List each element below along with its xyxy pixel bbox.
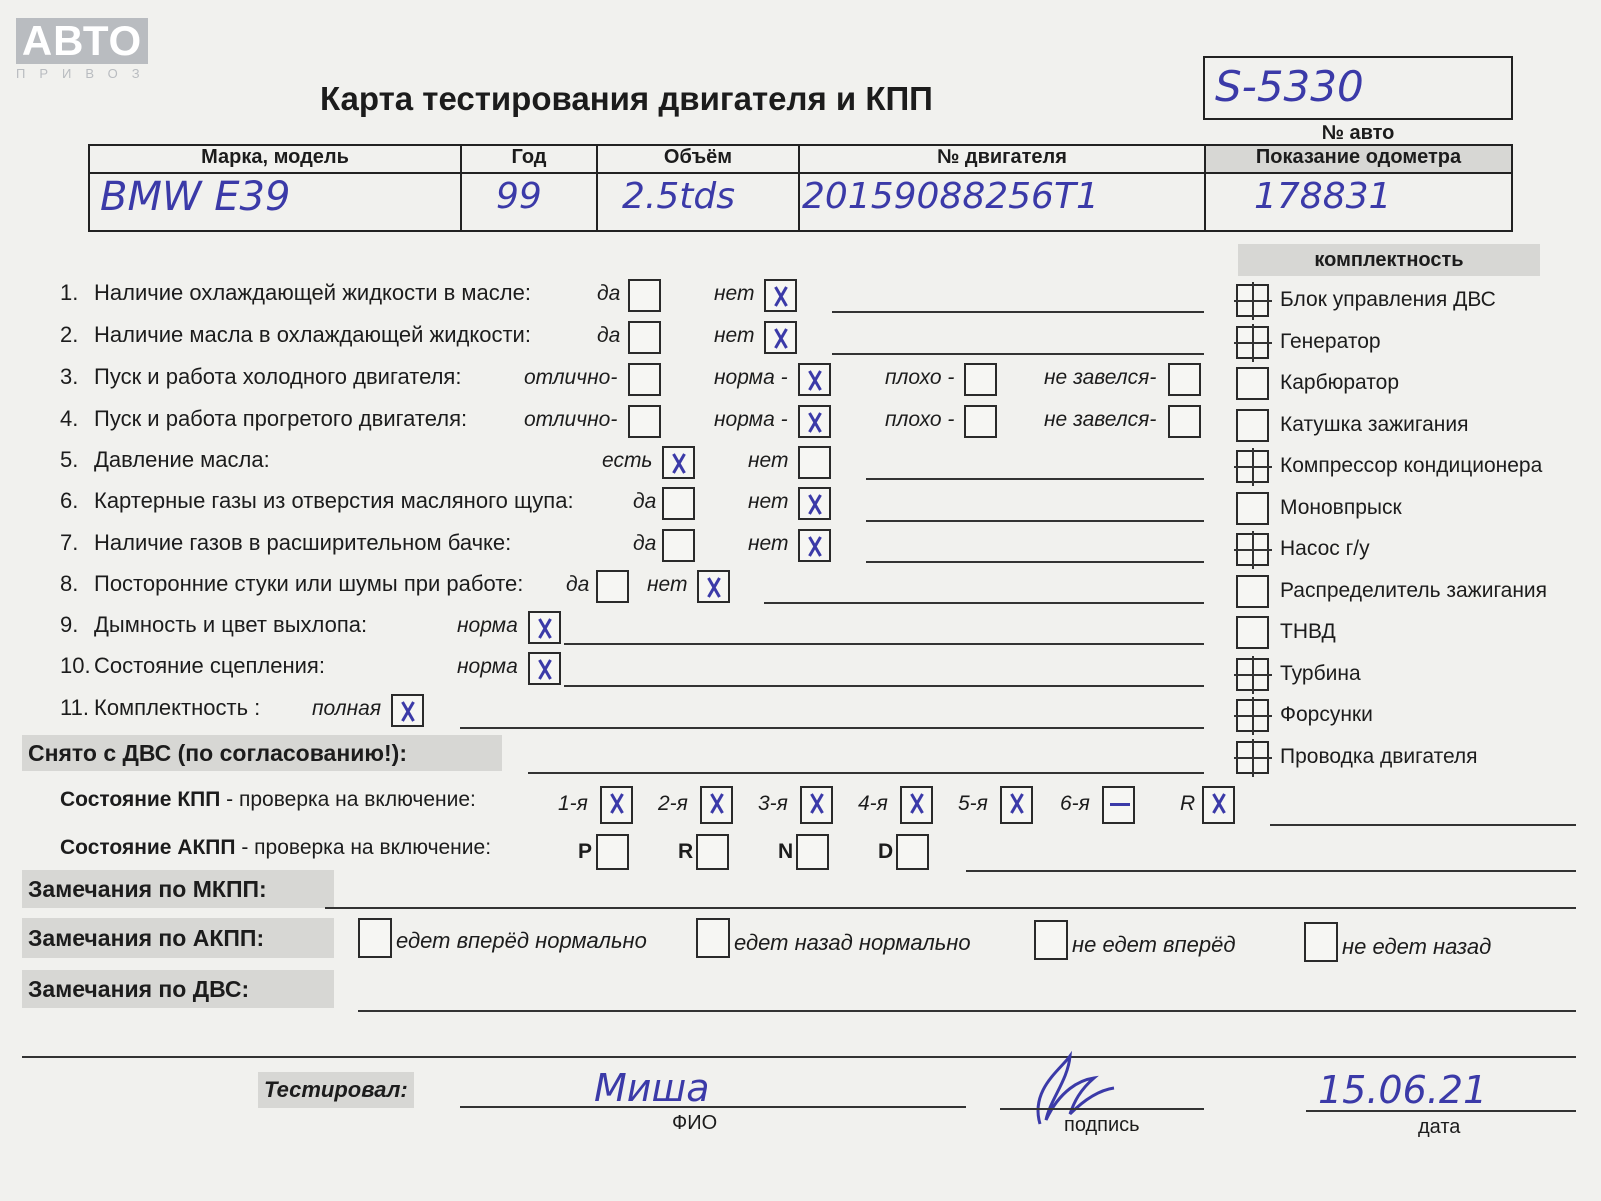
kit-item-8-checkbox[interactable] [1236, 575, 1269, 608]
kit-item-11-label: Форсунки [1280, 703, 1373, 726]
kit-item-12-label: Проводка двигателя [1280, 744, 1478, 768]
check-4-checkbox-1[interactable] [628, 405, 661, 438]
odometer-value: 178831 [1254, 176, 1392, 217]
kit-item-2-checkbox[interactable] [1236, 326, 1269, 359]
remarks-mkpp-line [325, 907, 1576, 909]
check-3-checkbox-2[interactable] [798, 363, 831, 396]
year-label: Год [511, 146, 547, 168]
check-11-notes-line [460, 727, 1204, 729]
signature-line [1000, 1108, 1204, 1110]
check-8-number: 8. [60, 571, 79, 596]
check-3-text: Пуск и работа холодного двигателя: [94, 364, 462, 389]
check-11-text: Комплектность : [94, 695, 261, 720]
check-7-option-2: нет [748, 532, 789, 555]
tested-label: Тестировал: [258, 1072, 414, 1108]
check-4-checkbox-2[interactable] [798, 405, 831, 438]
akpp-label-bold: Состояние АКПП [60, 836, 236, 859]
kpp-gear-4-checkbox[interactable] [900, 786, 933, 824]
check-1-checkbox-1[interactable] [628, 279, 661, 312]
check-5-checkbox-1[interactable] [662, 446, 695, 479]
kpp-gear-5-checkbox[interactable] [1000, 786, 1033, 824]
check-9-checkbox-1[interactable] [528, 611, 561, 644]
kit-item-7-label: Насос г/у [1280, 537, 1370, 560]
check-2-option-1: да [597, 324, 621, 347]
check-7-option-1: да [633, 532, 657, 555]
check-6-checkbox-2[interactable] [798, 487, 831, 520]
check-1-text: Наличие охлаждающей жидкости в масле: [94, 280, 531, 305]
akpp-mode-1-checkbox[interactable] [596, 834, 629, 870]
check-8-text: Посторонние стуки или шумы при работе: [94, 571, 524, 596]
check-5-text: Давление масла: [94, 447, 270, 472]
engine-number-value: 20159088256T1 [802, 176, 1099, 217]
akpp-label [60, 836, 491, 860]
kpp-gear-1-label: 1-я [558, 792, 588, 815]
kpp-gear-7-checkbox[interactable] [1202, 786, 1235, 824]
check-7-notes-line [866, 561, 1204, 563]
kpp-gear-2-checkbox[interactable] [700, 786, 733, 824]
check-4-option-2: норма - [714, 408, 788, 431]
check-3-checkbox-1[interactable] [628, 363, 661, 396]
akpp-no-forward-checkbox[interactable] [1034, 920, 1068, 960]
akpp-mode-2-checkbox[interactable] [696, 834, 729, 870]
check-1-number: 1. [60, 280, 79, 305]
check-3-option-1: отлично- [524, 366, 618, 389]
kit-item-1-label: Блок управления ДВС [1280, 288, 1496, 311]
check-1-option-1: да [597, 282, 621, 305]
fio-line [460, 1106, 966, 1108]
check-6-text: Картерные газы из отверстия масляного щупа: [94, 488, 574, 513]
check-6-checkbox-1[interactable] [662, 487, 695, 520]
date-line [1306, 1110, 1576, 1112]
logo: АВТО [16, 18, 148, 64]
fio-label: ФИО [672, 1112, 718, 1134]
check-2-checkbox-1[interactable] [628, 321, 661, 354]
kit-item-5-label: Компрессор кондиционера [1280, 454, 1543, 477]
check-2-number: 2. [60, 322, 79, 347]
removed-label: Снято с ДВС (по согласованию!): [22, 735, 502, 771]
akpp-label-rest: - проверка на включение: [235, 836, 492, 859]
kpp-gear-3-checkbox[interactable] [800, 786, 833, 824]
check-4-option-3: плохо - [885, 408, 955, 431]
check-5-option-2: нет [748, 449, 789, 472]
check-3-number: 3. [60, 364, 79, 389]
kit-item-7-checkbox[interactable] [1236, 533, 1269, 566]
check-9-number: 9. [60, 612, 79, 637]
check-3-checkbox-3[interactable] [964, 363, 997, 396]
kit-item-6-label: Моновпрыск [1280, 495, 1402, 519]
kit-title: комплектность [1238, 244, 1540, 276]
remarks-mkpp-label: Замечания по МКПП: [22, 870, 334, 908]
brand-label: Марка, модель [201, 146, 349, 168]
kit-item-8-label: Распределитель зажигания [1280, 578, 1548, 602]
check-4-checkbox-4[interactable] [1168, 405, 1201, 438]
car-number-value: S-5330 [1215, 62, 1364, 111]
remarks-dvs-line [358, 1010, 1576, 1012]
check-4-number: 4. [60, 406, 79, 431]
check-2-checkbox-2[interactable] [764, 321, 797, 354]
kit-item-10-checkbox[interactable] [1236, 658, 1269, 691]
check-6-number: 6. [60, 488, 79, 513]
kit-item-4-checkbox[interactable] [1236, 409, 1269, 442]
page-title: Карта тестирования двигателя и КПП [320, 80, 933, 117]
check-4-text: Пуск и работа прогретого двигателя: [94, 406, 468, 431]
kpp-gear-4-label: 4-я [858, 792, 888, 815]
check-10-option-1: норма [457, 655, 518, 678]
volume-label: Объём [663, 146, 733, 168]
logo-subtitle: ПРИВОЗ [16, 66, 154, 81]
kpp-gear-2-label: 2-я [658, 792, 688, 815]
check-5-number: 5. [60, 447, 79, 472]
kit-item-9-checkbox[interactable] [1236, 616, 1269, 649]
year-value: 99 [496, 176, 542, 217]
akpp-notes-line [966, 870, 1576, 872]
check-9-text: Дымность и цвет выхлопа: [94, 612, 368, 637]
engine-number-label: № двигателя [937, 146, 1067, 168]
check-6-option-1: да [633, 490, 657, 513]
date-value: 15.06.21 [1318, 1068, 1488, 1112]
check-8-checkbox-1[interactable] [596, 570, 629, 603]
check-7-number: 7. [60, 530, 79, 555]
volume-value: 2.5tds [622, 176, 735, 217]
check-8-option-2: нет [647, 573, 688, 596]
kpp-gear-5-label: 5-я [958, 792, 988, 815]
remarks-dvs-line-2 [22, 1056, 1576, 1058]
kpp-notes-line [1270, 824, 1576, 826]
brand-value: BMW E39 [100, 174, 291, 220]
check-10-number: 10. [60, 653, 91, 678]
check-9-notes-line [564, 643, 1204, 645]
akpp-mode-2-label: R [678, 840, 694, 863]
check-11-option-1: полная [312, 697, 382, 720]
check-4-option-1: отлично- [524, 408, 618, 431]
check-3-option-2: норма - [714, 366, 788, 389]
kit-item-2-label: Генератор [1280, 329, 1381, 353]
check-7-checkbox-1[interactable] [662, 529, 695, 562]
check-6-notes-line [866, 520, 1204, 522]
check-10-text: Состояние сцепления: [94, 653, 325, 678]
akpp-no-forward-label: не едет вперёд [1072, 932, 1236, 957]
akpp-mode-4-checkbox[interactable] [896, 834, 929, 870]
check-5-notes-line [866, 478, 1204, 480]
removed-line [528, 772, 1204, 774]
kit-item-3-label: Карбюратор [1280, 371, 1400, 394]
check-3-option-4: не завелся- [1044, 366, 1157, 389]
check-6-option-2: нет [748, 490, 789, 513]
akpp-backward-ok-label: едет назад нормально [734, 930, 971, 955]
kpp-gear-6-checkbox[interactable] [1102, 786, 1135, 824]
akpp-mode-3-label: N [778, 840, 794, 863]
check-8-checkbox-2[interactable] [697, 570, 730, 603]
check-7-checkbox-2[interactable] [798, 529, 831, 562]
check-5-checkbox-2[interactable] [798, 446, 831, 479]
check-11-number: 11. [60, 695, 89, 720]
check-4-checkbox-3[interactable] [964, 405, 997, 438]
check-2-notes-line [832, 353, 1204, 355]
check-1-checkbox-2[interactable] [764, 279, 797, 312]
kpp-label [60, 788, 476, 812]
signature-label: подпись [1064, 1114, 1140, 1136]
akpp-forward-ok-checkbox[interactable] [358, 918, 392, 958]
kit-item-1-checkbox[interactable] [1236, 284, 1269, 317]
kpp-gear-3-label: 3-я [758, 792, 788, 815]
check-11-checkbox-1[interactable] [391, 694, 424, 727]
check-5-option-1: есть [602, 449, 653, 472]
check-2-text: Наличие масла в охлаждающей жидкости: [94, 322, 531, 347]
kpp-gear-7-label: R [1180, 792, 1196, 815]
check-10-checkbox-1[interactable] [528, 652, 561, 685]
check-10-notes-line [564, 685, 1204, 687]
remarks-dvs-label: Замечания по ДВС: [22, 970, 334, 1008]
date-label: дата [1418, 1116, 1461, 1138]
check-1-option-2: нет [714, 282, 755, 305]
kit-item-11-checkbox[interactable] [1236, 699, 1269, 732]
kit-item-12-checkbox[interactable] [1236, 741, 1269, 774]
kpp-label-rest: - проверка на включение: [220, 788, 476, 811]
check-3-option-3: плохо - [885, 366, 955, 389]
odometer-label: Показание одометра [1255, 146, 1462, 168]
check-8-notes-line [764, 602, 1204, 604]
check-3-checkbox-4[interactable] [1168, 363, 1201, 396]
kit-item-3-checkbox[interactable] [1236, 367, 1269, 400]
check-1-notes-line [832, 311, 1204, 313]
akpp-no-backward-checkbox[interactable] [1304, 922, 1338, 962]
kpp-gear-6-label: 6-я [1060, 792, 1090, 815]
kit-item-10-label: Турбина [1280, 661, 1361, 685]
akpp-mode-4-label: D [878, 840, 894, 863]
tester-name-value: Миша [594, 1066, 710, 1110]
check-7-text: Наличие газов в расширительном бачке: [94, 530, 512, 555]
akpp-forward-ok-label: едет вперёд нормально [396, 928, 647, 953]
check-2-option-2: нет [714, 324, 755, 347]
car-number-label: № авто [1321, 122, 1395, 144]
kit-item-4-label: Катушка зажигания [1280, 412, 1469, 436]
akpp-backward-ok-checkbox[interactable] [696, 918, 730, 958]
header-table [88, 144, 1513, 232]
kpp-gear-1-checkbox[interactable] [600, 786, 633, 824]
kit-item-5-checkbox[interactable] [1236, 450, 1269, 483]
akpp-no-backward-label: не едет назад [1342, 934, 1492, 959]
check-8-option-1: да [566, 573, 590, 596]
kit-item-6-checkbox[interactable] [1236, 492, 1269, 525]
remarks-akpp-label: Замечания по АКПП: [22, 918, 334, 958]
kit-item-9-label: ТНВД [1280, 620, 1336, 643]
check-4-option-4: не завелся- [1044, 408, 1157, 431]
akpp-mode-3-checkbox[interactable] [796, 834, 829, 870]
check-9-option-1: норма [457, 614, 518, 637]
kpp-label-bold: Состояние КПП [60, 788, 221, 811]
akpp-mode-1-label: P [578, 840, 593, 863]
car-number-box [1203, 56, 1513, 120]
